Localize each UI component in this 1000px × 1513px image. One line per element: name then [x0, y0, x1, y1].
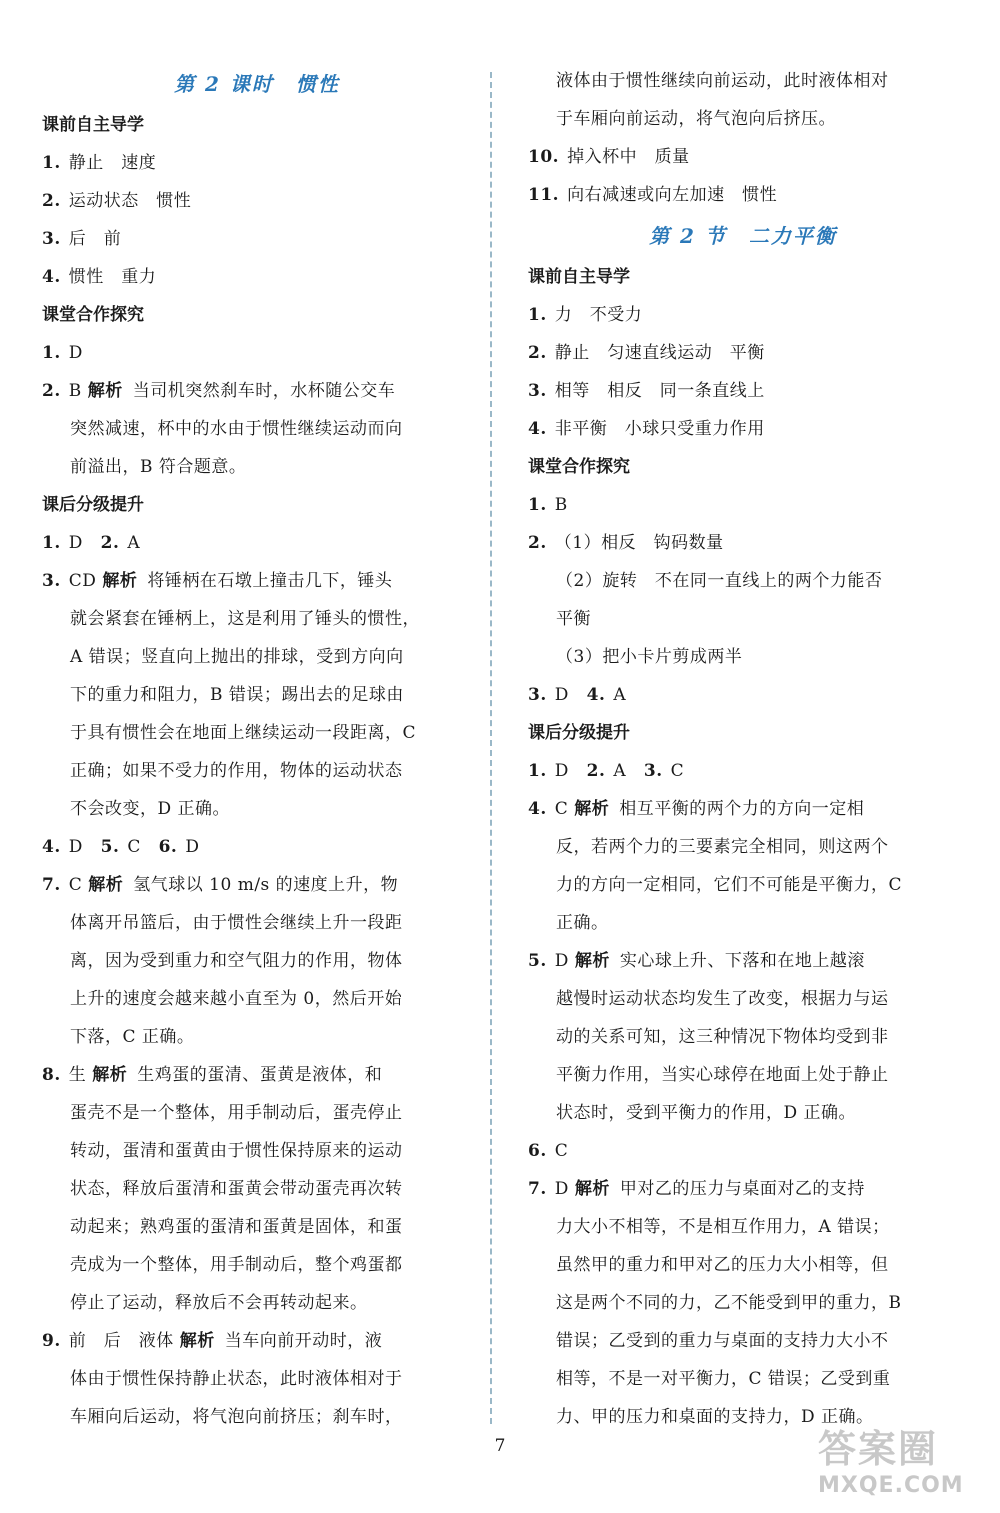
answer-line: 3. D 4. A: [528, 685, 627, 705]
answer-line: 错误；乙受到的重力与桌面的支持力大小不: [556, 1331, 889, 1351]
answer-line: 11. 向右减速或向左加速 惯性: [528, 185, 778, 205]
column-divider: [490, 72, 492, 1424]
answer-line: 正确；如果不受力的作用，物体的运动状态: [70, 761, 403, 781]
right-column: [528, 62, 958, 1436]
answer-line: （3）把小卡片剪成两半: [556, 647, 743, 667]
answer-line: A 错误；竖直向上抛出的排球，受到方向向: [70, 647, 404, 667]
answer-line: 1. D 2. A: [42, 533, 141, 553]
answer-line: 不会改变，D 正确。: [70, 799, 231, 819]
answer-line: 3. 后 前: [42, 229, 122, 249]
section-title: 第 2 课时 惯性: [174, 72, 340, 96]
answer-line: 力的方向一定相同，它们不可能是平衡力，C: [556, 875, 903, 895]
answer-line: 状态时，受到平衡力的作用，D 正确。: [556, 1103, 857, 1123]
answer-line: 2. 运动状态 惯性: [42, 191, 192, 211]
answer-line: 越慢时运动状态均发生了改变，根据力与运: [556, 989, 889, 1009]
subsection-heading: 课前自主导学: [42, 115, 144, 135]
answer-line: 4. C 解析 相互平衡的两个力的方向一定相: [528, 799, 865, 819]
answer-line: 2. 静止 匀速直线运动 平衡: [528, 343, 765, 363]
answer-line: 平衡力作用，当实心球停在地面上处于静止: [556, 1065, 889, 1085]
answer-line: 于具有惯性会在地面上继续运动一段距离，C: [70, 723, 417, 743]
answer-line: 2. B 解析 当司机突然刹车时，水杯随公交车: [42, 381, 396, 401]
answer-line: 9. 前 后 液体 解析 当车向前开动时，液: [42, 1331, 383, 1351]
answer-line: 正确。: [556, 913, 609, 933]
answer-line: 液体由于惯性继续向前运动，此时液体相对: [556, 71, 889, 91]
answer-line: 7. C 解析 氢气球以 10 m/s 的速度上升，物: [42, 875, 399, 895]
answer-line: 8. 生 解析 生鸡蛋的蛋清、蛋黄是液体，和: [42, 1065, 383, 1085]
answer-line: 7. D 解析 甲对乙的压力与桌面对乙的支持: [528, 1179, 865, 1199]
answer-line: 这是两个不同的力，乙不能受到甲的重力，B: [556, 1293, 902, 1313]
answer-line: 1. D 2. A 3. C: [528, 761, 685, 781]
answer-line: 1. B: [528, 495, 568, 515]
answer-line: 1. 静止 速度: [42, 153, 157, 173]
answer-line: 壳成为一个整体，用手制动后，整个鸡蛋都: [70, 1255, 403, 1275]
watermark-text: 答案圈: [818, 1427, 939, 1471]
answer-line: 下落，C 正确。: [70, 1027, 195, 1047]
subsection-heading: 课堂合作探究: [528, 457, 630, 477]
answer-line: 体离开吊篮后，由于惯性会继续上升一段距: [70, 913, 403, 933]
answer-line: 体由于惯性保持静止状态，此时液体相对于: [70, 1369, 403, 1389]
answer-line: 前溢出，B 符合题意。: [70, 457, 247, 477]
answer-line: 虽然甲的重力和甲对乙的压力大小相等，但: [556, 1255, 889, 1275]
answer-line: 突然减速，杯中的水由于惯性继续运动而向: [70, 419, 403, 439]
answer-line: 5. D 解析 实心球上升、下落和在地上越滚: [528, 951, 865, 971]
section-title: 第 2 节 二力平衡: [649, 224, 837, 248]
answer-line: 蛋壳不是一个整体，用手制动后，蛋壳停止: [70, 1103, 403, 1123]
answer-line: 1. 力 不受力: [528, 305, 643, 325]
left-column: [42, 62, 472, 1436]
subsection-heading: 课后分级提升: [528, 723, 630, 743]
answer-line: 3. CD 解析 将锤柄在石墩上撞击几下，锤头: [42, 571, 393, 591]
answer-line: 停止了运动，释放后不会再转动起来。: [70, 1293, 368, 1313]
answer-line: 力、甲的压力和桌面的支持力，D 正确。: [556, 1407, 874, 1427]
answer-line: 反，若两个力的三要素完全相同，则这两个: [556, 837, 889, 857]
answer-line: 10. 掉入杯中 质量: [528, 147, 690, 167]
answer-line: 力大小不相等，不是相互作用力，A 错误；: [556, 1217, 890, 1237]
answer-line: 4. D 5. C 6. D: [42, 837, 200, 857]
watermark-url: MXQE.COM: [818, 1473, 964, 1498]
subsection-heading: 课前自主导学: [528, 267, 630, 287]
answer-line: 4. 惯性 重力: [42, 267, 157, 287]
answer-line: 6. C: [528, 1141, 569, 1161]
answer-line: 上升的速度会越来越小直至为 0，然后开始: [70, 989, 403, 1009]
answer-line: 4. 非平衡 小球只受重力作用: [528, 419, 765, 439]
answer-line: 动起来；熟鸡蛋的蛋清和蛋黄是固体，和蛋: [70, 1217, 403, 1237]
page-number: 7: [494, 1436, 506, 1456]
answer-line: （2）旋转 不在同一直线上的两个力能否: [556, 571, 883, 591]
answer-line: 就会紧套在锤柄上，这是利用了锤头的惯性，: [70, 609, 420, 629]
answer-line: 于车厢向前运动，将气泡向后挤压。: [556, 109, 836, 129]
answer-line: 离，因为受到重力和空气阻力的作用，物体: [70, 951, 403, 971]
answer-line: 动的关系可知，这三种情况下物体均受到非: [556, 1027, 889, 1047]
answer-line: 转动，蛋清和蛋黄由于惯性保持原来的运动: [70, 1141, 403, 1161]
watermark-logo: [818, 1418, 988, 1500]
answer-line: 下的重力和阻力，B 错误；踢出去的足球由: [70, 685, 404, 705]
answer-line: 1. D: [42, 343, 83, 363]
subsection-heading: 课后分级提升: [42, 495, 144, 515]
answer-line: 2. （1）相反 钩码数量: [528, 533, 724, 553]
subsection-heading: 课堂合作探究: [42, 305, 144, 325]
answer-line: 状态，释放后蛋清和蛋黄会带动蛋壳再次转: [70, 1179, 403, 1199]
answer-line: 相等，不是一对平衡力，C 错误；乙受到重: [556, 1369, 891, 1389]
answer-line: 车厢向后运动，将气泡向前挤压；刹车时，: [70, 1407, 403, 1427]
answer-line: 平衡: [556, 609, 591, 629]
answer-line: 3. 相等 相反 同一条直线上: [528, 381, 765, 401]
